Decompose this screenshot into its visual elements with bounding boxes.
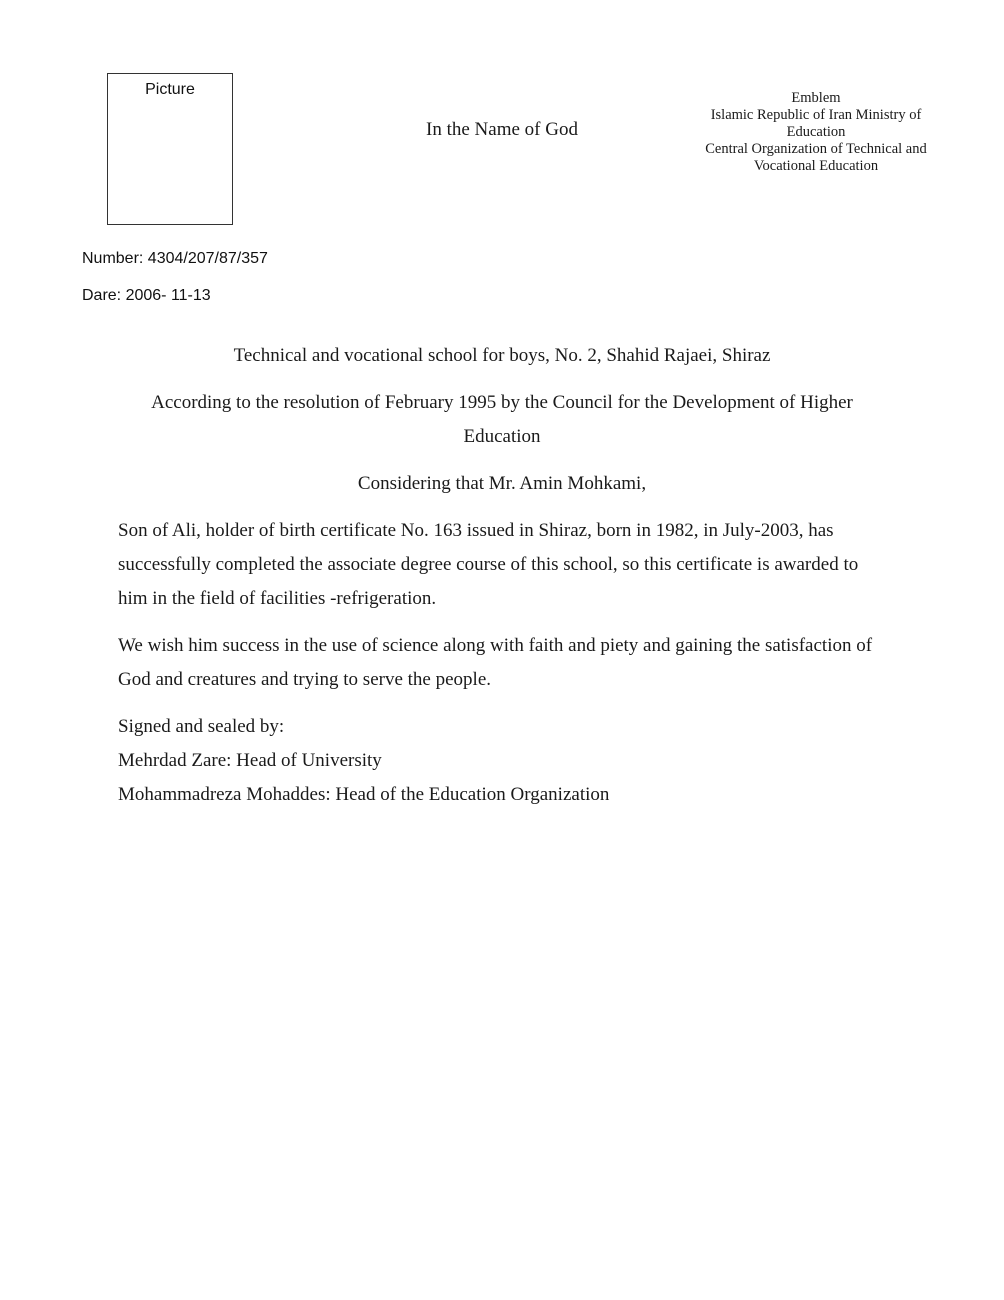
signature-block: [118, 710, 890, 812]
emblem-block: [690, 90, 942, 175]
emblem-label: Emblem: [791, 90, 841, 106]
considering-statement: Considering that Mr. Amin Mohkami,: [357, 473, 647, 494]
organization-name: Central Organization of Technical and Vocational Education: [705, 141, 927, 174]
resolution-statement: According to the resolution of February 1995 by the Council for the Development of Higher Education: [151, 392, 853, 447]
document-date: Dare: 2006- 11-13: [82, 287, 211, 304]
wish-paragraph: We wish him success in the use of science along with faith and piety and gaining the satisfaction of God and creatures and trying to serve the people.: [118, 635, 873, 690]
signer-education-head: Mohammadreza Mohaddes: Head of the Education Organization: [118, 784, 610, 805]
invocation-heading: In the Name of God: [426, 119, 578, 140]
signature-intro: Signed and sealed by:: [118, 716, 285, 737]
photo-placeholder: [107, 73, 233, 225]
certificate-paragraph: Son of Ali, holder of birth certificate No. 163 issued in Shiraz, born in 1982, in July-2003, has successfully completed the associate degree course of this school, so this certificate is awarded to him in the field of facilities -refrigeration.: [118, 520, 859, 609]
document-number: Number: 4304/207/87/357: [82, 250, 268, 267]
photo-label: Picture: [145, 81, 195, 98]
school-name: Technical and vocational school for boys, No. 2, Shahid Rajaei, Shiraz: [233, 345, 771, 366]
signer-university-head: Mehrdad Zare: Head of University: [118, 750, 382, 771]
ministry-name: Islamic Republic of Iran Ministry of Education: [710, 107, 922, 140]
